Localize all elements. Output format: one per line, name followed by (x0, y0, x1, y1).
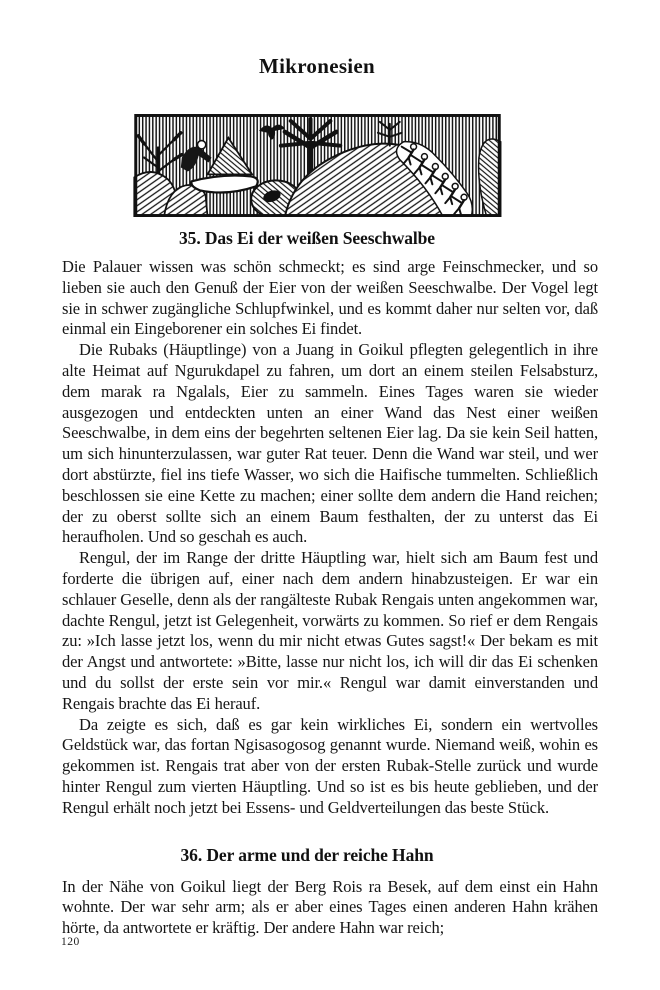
paragraph: Die Rubaks (Häuptlinge) von a Juang in Goikul pflegten gelegentlich in ihre alte Heimat auf Ngurukdapel zu fahren, um dort an einem steilen Felsabsturz, dem marak ra Ngalals, Eier zu sammeln. Eines Tages waren sie wieder ausgezogen und entdeckten unten an einer Wand das Nest einer weißen Seeschwalbe, in dem eins der begehrten seltenen Eier lag. Da sie kein Seil hatten, um sich hinunterzulassen, war guter Rat teuer. Denn die Wand war steil, und wer dort abstürzte, fiel ins tiefe Wasser, wo sich die Haifische tummelten. Schließlich beschlossen sie eine Kette zu machen; einer sollte dem andern die Hand reichen; der zu oberst sollte sich an einem Baum festhalten, der zu unterst das Ei heraufholen. Und so geschah es auch. (62, 340, 598, 547)
paragraph: In der Nähe von Goikul liegt der Berg Rois ra Besek, auf dem einst ein Hahn wohnte. Der war sehr arm; als er aber eines Tages einen anderen Hahn krähen hörte, da antwortete er kräftig. Der andere Hahn war reich; (62, 876, 598, 938)
woodcut-illustration (133, 114, 502, 217)
section-title-35: 35. Das Ei der weißen Seeschwalbe (179, 228, 435, 248)
page-number: 120 (61, 936, 80, 948)
paragraph: Die Palauer wissen was schön schmeckt; es sind arge Feinschmecker, und so lieben sie auch den Genuß der Eier von der weißen Seeschwalbe. Der Vogel legt sie in schwer zugängliche Schlupfwinkel, und es kommt daher nur selten vor, daß einmal ein Eingeborener ein solches Ei findet. (62, 257, 598, 339)
section-gap (62, 819, 598, 835)
paragraph: Rengul, der im Range der dritte Häuptling war, hielt sich am Baum fest und forderte die übrigen auf, einer nach dem andern hinabzusteigen. Er war ein schlauer Geselle, denn als der rangälteste Rubak Rengais unten angekommen war, dachte Rengul, jetzt ist Gelegenheit, vorwärts zu kommen. So rief er dem Rengais zu: »Ich lasse jetzt los, wenn du mir nicht etwas Gutes sagst!« Der bekam es mit der Angst und antwortete: »Bitte, lasse nur nicht los, ich will dir das Ei schenken und du sollst der erste sein vor mir.« Rengul war damit einverstanden und Rengais brachte das Ei herauf. (62, 548, 598, 713)
section-title-36: 36. Der arme und der reiche Hahn (180, 844, 434, 865)
woodcut-scene-icon (133, 114, 502, 217)
page-title: Mikronesien (258, 54, 376, 78)
paragraph: Da zeigte es sich, daß es gar kein wirkliches Ei, sondern ein wertvolles Geldstück war, das fortan Ngisasogosog genannt wurde. Niemand weiß, wohin es gekommen ist. Rengais trat aber von der ersten Rubak-Stelle zurück und wurde hinter Rengul zum vierten Häuptling. Und so ist es bis heute geblieben, und der Rengul erhält noch jetzt bei Essens- und Geldverteilungen das beste Stück. (62, 714, 598, 817)
text-column (62, 228, 598, 939)
